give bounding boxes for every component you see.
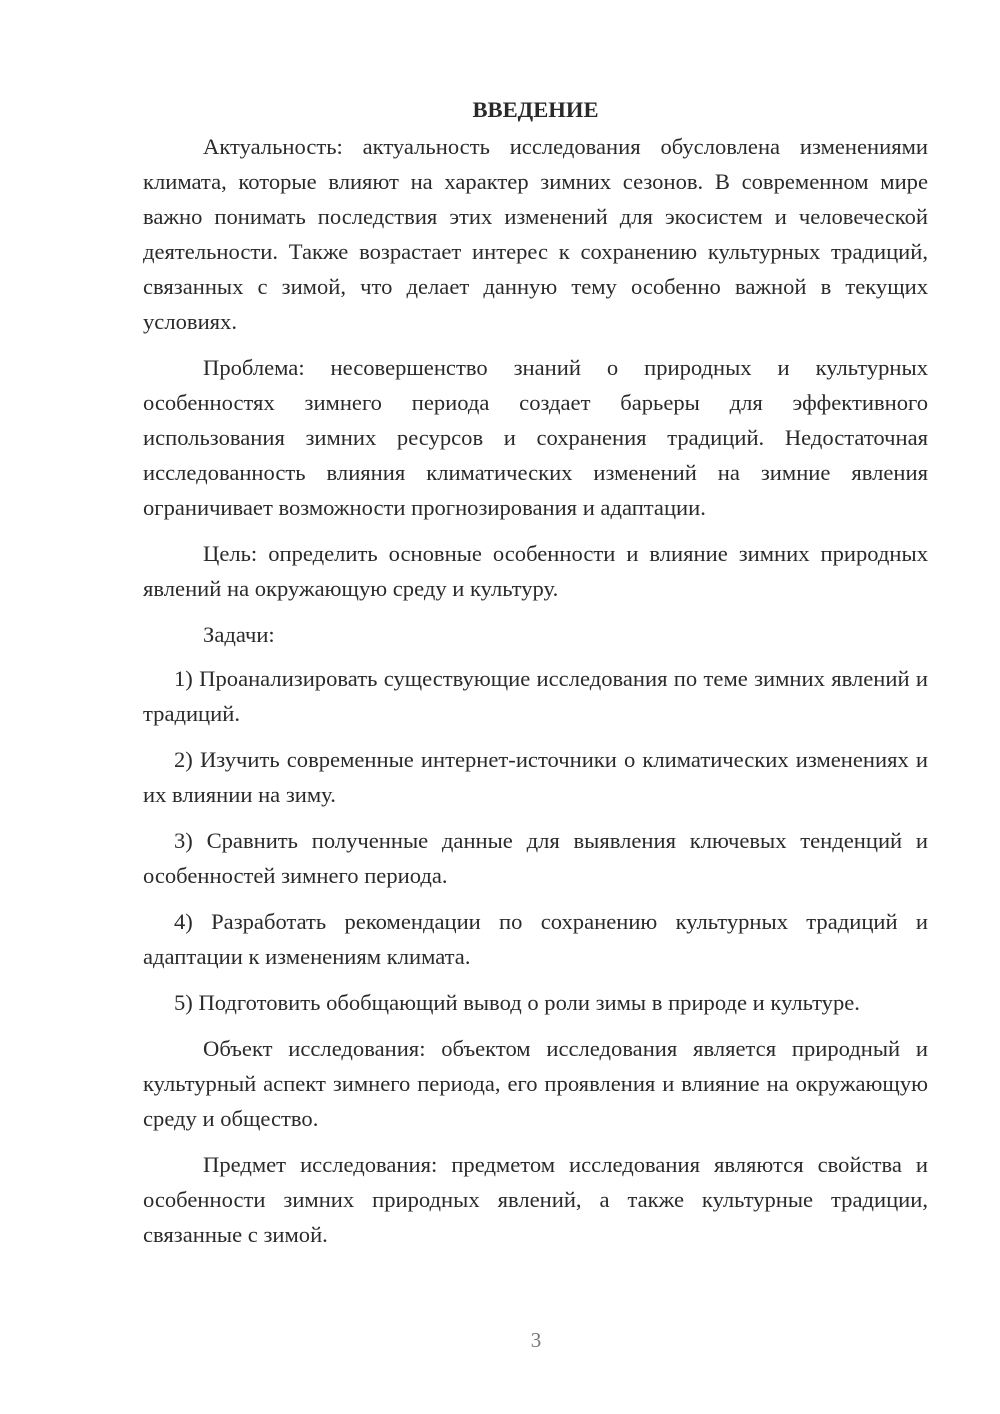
- page-content: [143, 92, 928, 1263]
- tasks-label: Задачи:: [203, 622, 275, 647]
- task-item-4: 4) Разработать рекомендации по сохранению культурных традиций и адаптации к изменениям климата.: [143, 909, 928, 969]
- task-item-3: 3) Сравнить полученные данные для выявления ключевых тенденций и особенностей зимнего периода.: [143, 828, 928, 888]
- goal-paragraph: Цель: определить основные особенности и влияние зимних природных явлений на окружающую среду и культуру.: [143, 541, 928, 601]
- page-number: 3: [530, 1328, 542, 1352]
- section-heading: ВВЕДЕНИЕ: [472, 97, 599, 122]
- task-item-5: 5) Подготовить обобщающий вывод о роли зимы в природе и культуре.: [174, 990, 860, 1015]
- problem-paragraph: Проблема: несовершенство знаний о природных и культурных особенностях зимнего периода создает барьеры для эффективного использования зимних ресурсов и сохранения традиций. Недостаточная исследованность влияния климатических изменений на зимние явления ограничивает возможности прогнозирования и адаптации.: [143, 355, 928, 520]
- task-item-2: 2) Изучить современные интернет-источники о климатических изменениях и их влиянии на зиму.: [143, 747, 928, 807]
- task-item-1: 1) Проанализировать существующие исследования по теме зимних явлений и традиций.: [143, 666, 928, 726]
- subject-paragraph: Предмет исследования: предметом исследования являются свойства и особенности зимних природных явлений, а также культурные традиции, связанные с зимой.: [143, 1152, 928, 1247]
- relevance-paragraph: Актуальность: актуальность исследования обусловлена изменениями климата, которые влияют на характер зимних сезонов. В современном мире важно понимать последствия этих изменений для экосистем и человеческой деятельности. Также возрастает интерес к сохранению культурных традиций, связанных с зимой, что делает данную тему особенно важной в текущих условиях.: [143, 134, 928, 334]
- object-paragraph: Объект исследования: объектом исследования является природный и культурный аспект зимнего периода, его проявления и влияние на окружающую среду и общество.: [143, 1036, 928, 1131]
